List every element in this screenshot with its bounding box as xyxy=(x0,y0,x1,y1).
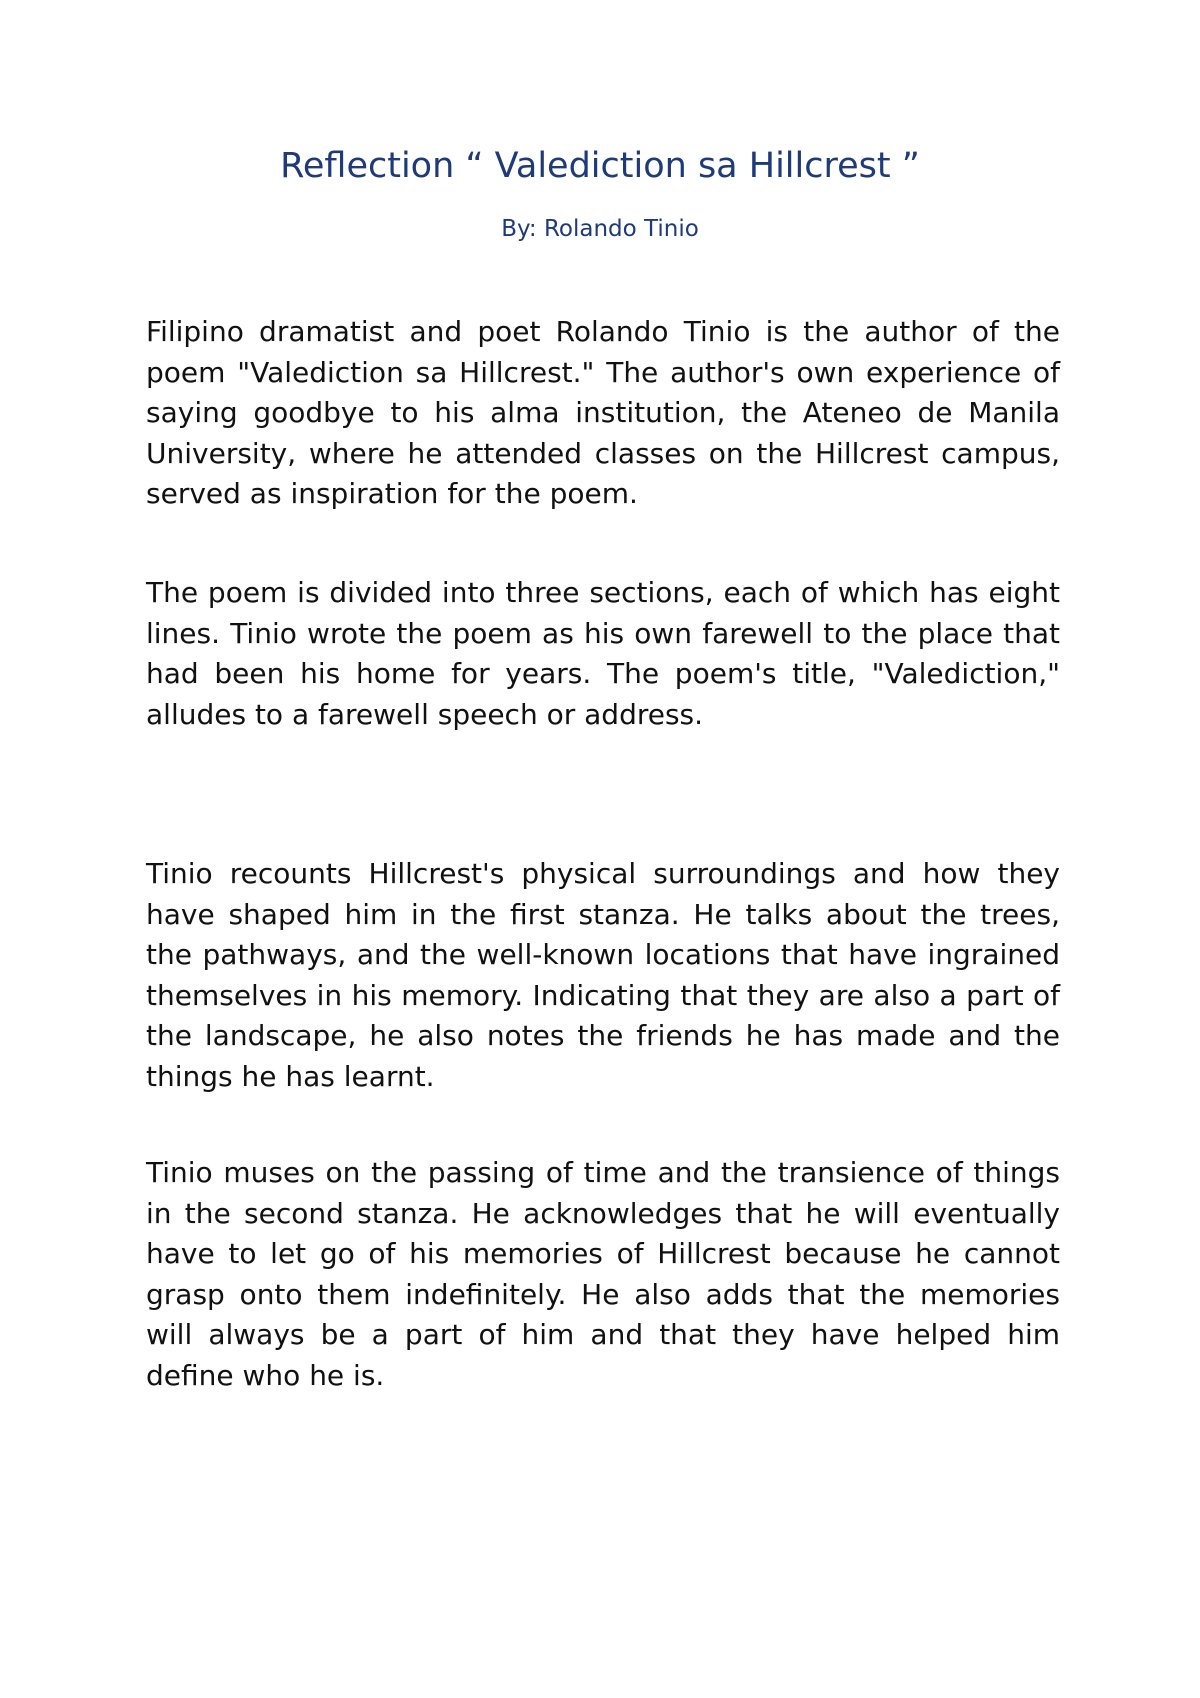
page-title: Reflection “ Valediction sa Hillcrest ” xyxy=(280,146,920,186)
paragraph-first-stanza: Tinio recounts Hillcrest's physical surroundings and how they have shaped him in the first stanza. He talks about the trees, the pathways, and the well-known locations that have ingrained themselves in his memory. Indicating that they are also a part of the landscape, he also notes the friends he has made and the things he has learnt. xyxy=(146,857,1060,1093)
author-byline: By: Rolando Tinio xyxy=(501,216,699,242)
paragraph-intro: Filipino dramatist and poet Rolando Tinio is the author of the poem "Valediction sa Hillcrest." The author's own experience of saying goodbye to his alma institution, the Ateneo de Manila University, where he attended classes on the Hillcrest campus, served as inspiration for the poem. xyxy=(146,315,1060,511)
paragraph-second-stanza: Tinio muses on the passing of time and the transience of things in the second stanza. He acknowledges that he will eventually have to let go of his memories of Hillcrest because he cannot grasp onto them indefinitely. He also adds that the memories will always be a part of him and that they have helped him define who he is. xyxy=(146,1156,1060,1392)
paragraph-structure: The poem is divided into three sections, each of which has eight lines. Tinio wrote the poem as his own farewell to the place that had been his home for years. The poem's title, "Valediction," alludes to a farewell speech or address. xyxy=(146,576,1060,731)
